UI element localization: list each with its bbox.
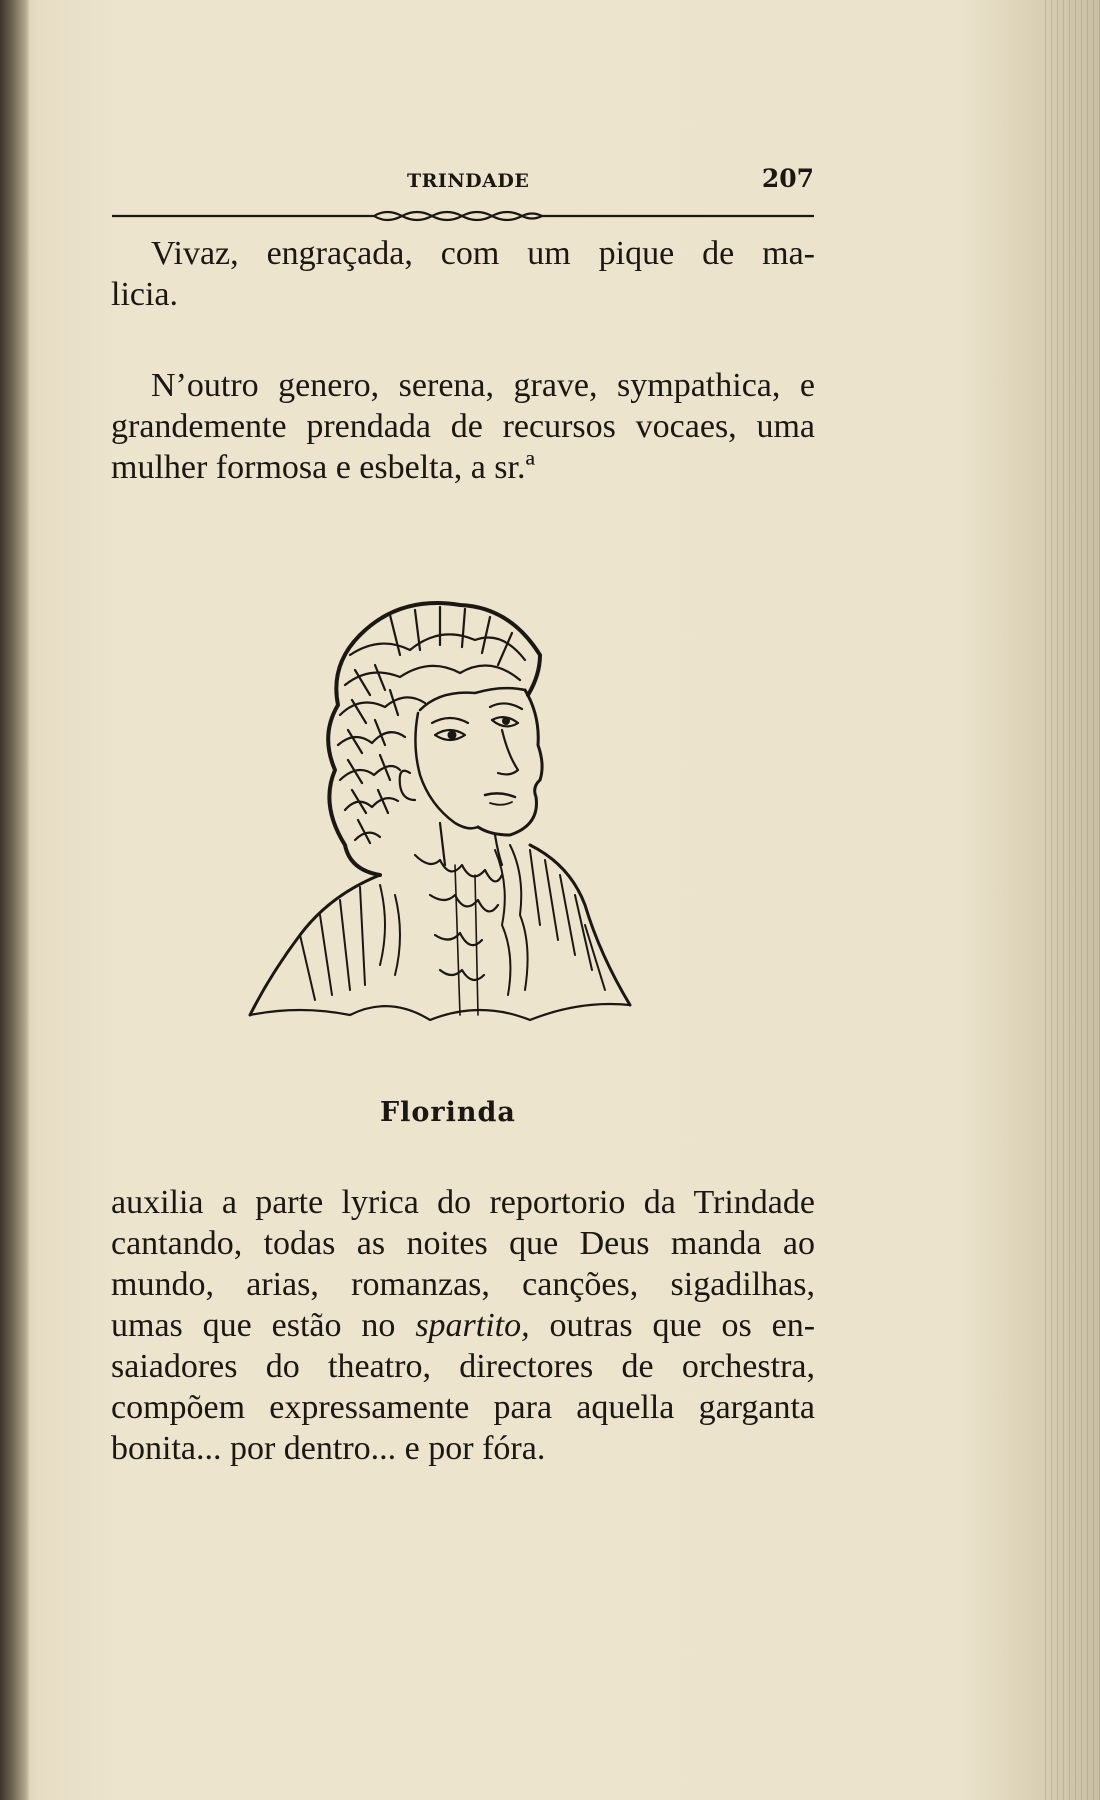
- italic-term: spartito,: [415, 1307, 530, 1344]
- text-line: auxilia a parte lyrica do reportorio da Trindade: [111, 1184, 815, 1221]
- illustration-caption: Florinda: [380, 1097, 516, 1128]
- text-line: cantando, todas as noites que Deus manda ao: [111, 1225, 815, 1262]
- text-line: Vivaz, engraçada, com um pique de ma-: [151, 235, 815, 272]
- text-line: mundo, arias, romanzas, canções, sigadilhas,: [111, 1266, 815, 1303]
- text-line: bonita... por dentro... e por fóra.: [111, 1430, 546, 1467]
- page-header: [112, 164, 814, 198]
- page-number: 207: [761, 164, 814, 193]
- text-segment: outras que os en-: [529, 1307, 816, 1344]
- text-line: licia.: [111, 276, 179, 313]
- paragraph-1: [111, 233, 815, 315]
- paragraph-2: [111, 365, 815, 488]
- paragraph-3: [111, 1182, 815, 1469]
- text-line-with-italic: [111, 1305, 815, 1346]
- book-binding: [0, 0, 30, 1800]
- ornamental-rule-icon: [112, 206, 814, 226]
- text-segment: umas que estão no: [111, 1307, 396, 1344]
- text-line: mulher formosa e esbelta, a sr.ª: [111, 449, 535, 486]
- page-edges: [1045, 0, 1100, 1800]
- running-head: TRINDADE: [407, 170, 530, 192]
- woman-portrait-icon: [240, 595, 700, 1045]
- text-line: compõem expressamente para aquella garganta: [111, 1389, 815, 1426]
- text-line: grandemente prendada de recursos vocaes, uma: [111, 408, 815, 445]
- text-line: N’outro genero, serena, grave, sympathica, e: [151, 367, 815, 404]
- text-line: saiadores do theatro, directores de orchestra,: [111, 1348, 815, 1385]
